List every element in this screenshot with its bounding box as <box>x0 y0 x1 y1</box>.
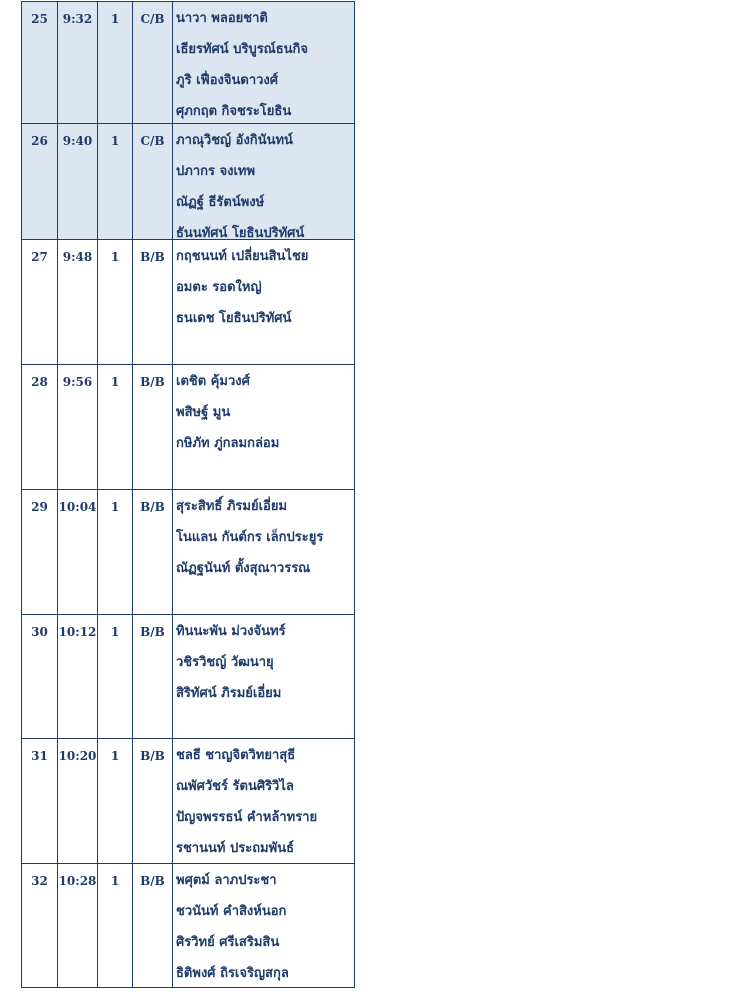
division-code: B/B <box>140 500 165 514</box>
division-code: B/B <box>140 250 165 264</box>
player-name: ธันนทัศน์ โยธินปริทัศน์ <box>176 226 305 241</box>
tee-time: 10:28 <box>58 874 97 888</box>
tee-number: 1 <box>110 749 120 763</box>
player-name: ชวนันท์ คำสิงห์นอก <box>176 904 287 919</box>
tee-time: 10:12 <box>58 625 97 639</box>
table-row <box>21 864 355 988</box>
group-number: 32 <box>31 874 48 888</box>
player-names-cell <box>173 2 354 123</box>
tee-number-cell <box>98 124 133 239</box>
group-number-cell <box>22 615 58 738</box>
division-code-cell <box>133 240 173 364</box>
tee-time-cell <box>58 739 98 863</box>
player-names-cell <box>173 615 354 738</box>
table-row <box>21 739 355 864</box>
player-name: รชานนท์ ประถมพันธ์ <box>176 841 295 856</box>
player-name: กษิภัท ภู่กลมกล่อม <box>176 436 280 451</box>
group-number: 25 <box>31 12 48 26</box>
division-code: C/B <box>140 134 165 148</box>
tee-time-cell <box>58 365 98 489</box>
tee-time-cell <box>58 124 98 239</box>
player-name: เตชิต คุ้มวงศ์ <box>176 374 250 389</box>
tee-time: 9:56 <box>62 375 93 389</box>
tee-time-cell <box>58 615 98 738</box>
group-number-cell <box>22 365 58 489</box>
tee-time-table <box>21 1 355 988</box>
tee-time: 9:32 <box>62 12 93 26</box>
tee-number-cell <box>98 490 133 614</box>
player-name: ปัญจพรรธน์ คำหล้าทราย <box>176 810 318 825</box>
division-code-cell <box>133 365 173 489</box>
table-row <box>21 124 355 240</box>
tee-time: 9:40 <box>62 134 93 148</box>
division-code: B/B <box>140 625 165 639</box>
group-number: 31 <box>31 749 48 763</box>
group-number: 30 <box>31 625 48 639</box>
player-name: ชลธี ชาญจิตวิทยาสุธี <box>176 748 296 763</box>
tee-number: 1 <box>110 134 120 148</box>
group-number: 29 <box>31 500 48 514</box>
player-name: โนแลน กันต์กร เล็กประยูร <box>176 530 324 545</box>
player-names-cell <box>173 240 354 364</box>
tee-time: 10:04 <box>58 500 97 514</box>
tee-time-cell <box>58 240 98 364</box>
group-number: 26 <box>31 134 48 148</box>
tee-number: 1 <box>110 874 120 888</box>
group-number-cell <box>22 864 58 987</box>
group-number-cell <box>22 490 58 614</box>
player-names-cell <box>173 739 354 863</box>
tee-number-cell <box>98 240 133 364</box>
tee-number-cell <box>98 615 133 738</box>
tee-number: 1 <box>110 250 120 264</box>
table-row <box>21 1 355 124</box>
player-name: ธิติพงศ์ ถิรเจริญสกุล <box>176 966 289 981</box>
player-name: พสิษฐ์ มูน <box>176 405 231 420</box>
table-row <box>21 615 355 739</box>
tee-time: 10:20 <box>58 749 97 763</box>
player-name: ณพัศวัชร์ รัตนศิริวิไล <box>176 779 294 794</box>
player-name: ปภากร จงเทพ <box>176 164 256 179</box>
tee-time-cell <box>58 864 98 987</box>
player-name: อมตะ รอดใหญ่ <box>176 280 262 295</box>
player-name: ภาณุวิชญ์ อังกินันทน์ <box>176 133 293 148</box>
division-code-cell <box>133 2 173 123</box>
tee-number-cell <box>98 2 133 123</box>
tee-time: 9:48 <box>62 250 93 264</box>
player-names-cell <box>173 365 354 489</box>
player-name: ศิรวิทย์ ศรีเสริมสิน <box>176 935 280 950</box>
group-number-cell <box>22 2 58 123</box>
group-number: 28 <box>31 375 48 389</box>
player-name: วชิรวิชญ์ วัฒนายุ <box>176 655 274 670</box>
player-names-cell <box>173 864 354 987</box>
table-row <box>21 240 355 365</box>
division-code: B/B <box>140 375 165 389</box>
group-number-cell <box>22 739 58 863</box>
player-name: ภูริ เฟื่องจินดาวงศ์ <box>176 73 279 88</box>
tee-number: 1 <box>110 500 120 514</box>
tee-time-cell <box>58 490 98 614</box>
tee-number: 1 <box>110 375 120 389</box>
division-code-cell <box>133 864 173 987</box>
player-name: พศุตม์ ลาภประชา <box>176 873 277 888</box>
player-name: ทินนะพัน ม่วงจันทร์ <box>176 624 286 639</box>
player-names-cell <box>173 490 354 614</box>
table-row <box>21 365 355 490</box>
tee-number-cell <box>98 864 133 987</box>
player-name: ณัฏฐนันท์ ตั้งสุณาวรรณ <box>176 561 311 576</box>
tee-number: 1 <box>110 12 120 26</box>
division-code-cell <box>133 739 173 863</box>
group-number-cell <box>22 240 58 364</box>
division-code: C/B <box>140 12 165 26</box>
division-code: B/B <box>140 749 165 763</box>
player-name: ณัฏฐ์ ธีรัตน์พงษ์ <box>176 195 265 210</box>
group-number-cell <box>22 124 58 239</box>
player-name: สุระสิทธิ์ ภิรมย์เอี่ยม <box>176 499 288 514</box>
player-name: กฤชนนท์ เปลี่ยนสินไชย <box>176 249 309 264</box>
player-name: ธนเดช โยธินปริทัศน์ <box>176 311 292 326</box>
player-name: นาวา พลอยชาติ <box>176 11 268 26</box>
table-row <box>21 490 355 615</box>
player-name: เธียรทัศน์ บริบูรณ์ธนกิจ <box>176 42 309 57</box>
player-name: สิริทัศน์ ภิรมย์เอี่ยม <box>176 686 282 701</box>
division-code-cell <box>133 615 173 738</box>
group-number: 27 <box>31 250 48 264</box>
player-names-cell <box>173 124 354 239</box>
tee-time-cell <box>58 2 98 123</box>
tee-number: 1 <box>110 625 120 639</box>
player-name: ศุภกฤต กิจชระโยธิน <box>176 104 292 119</box>
tee-number-cell <box>98 365 133 489</box>
division-code: B/B <box>140 874 165 888</box>
tee-number-cell <box>98 739 133 863</box>
division-code-cell <box>133 124 173 239</box>
division-code-cell <box>133 490 173 614</box>
